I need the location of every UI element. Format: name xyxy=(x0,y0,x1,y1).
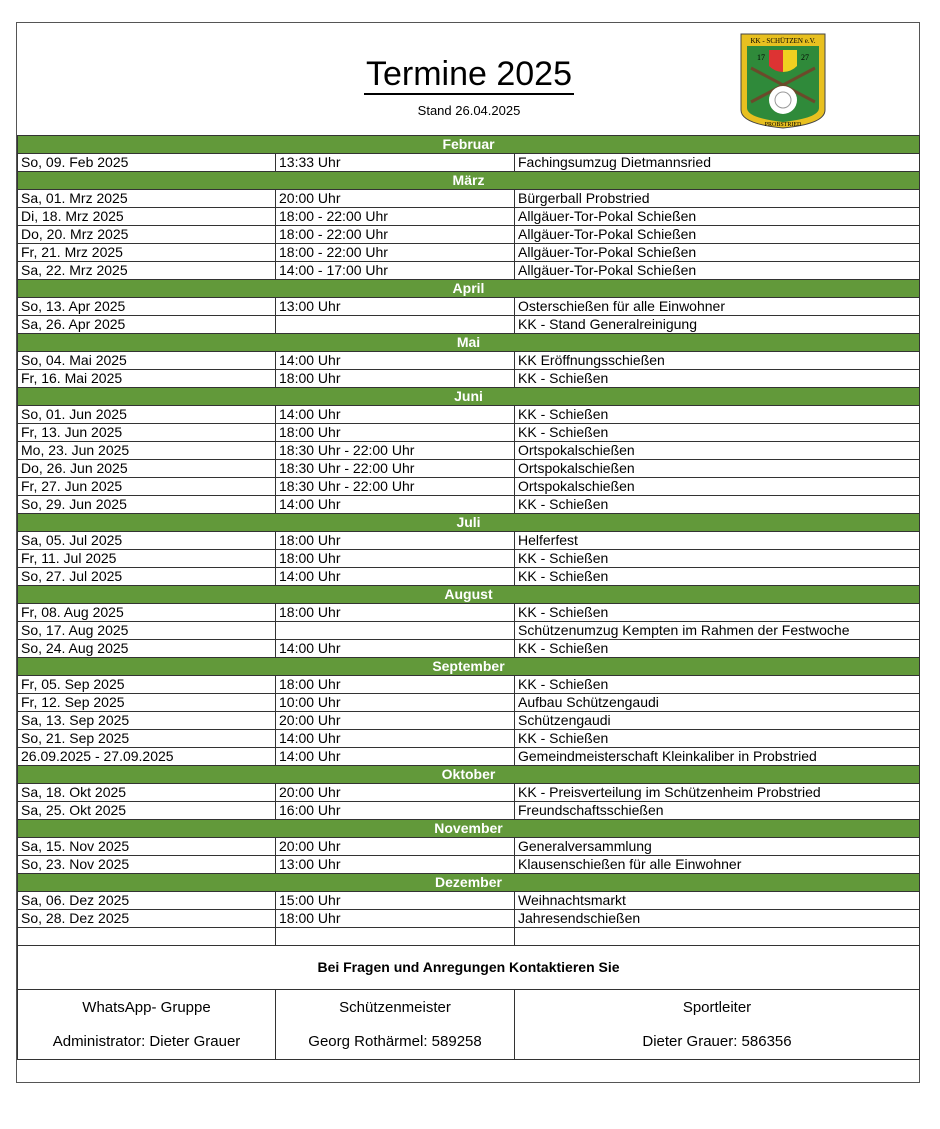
event-date: Fr, 21. Mrz 2025 xyxy=(18,244,276,262)
event-time: 20:00 Uhr xyxy=(276,838,515,856)
contact-whatsapp xyxy=(18,990,276,1060)
event-row xyxy=(18,262,920,280)
month-header: März xyxy=(18,172,920,190)
month-row xyxy=(18,280,920,298)
event-event: Schützengaudi xyxy=(515,712,920,730)
event-row xyxy=(18,784,920,802)
event-date: Sa, 05. Jul 2025 xyxy=(18,532,276,550)
event-time: 18:00 Uhr xyxy=(276,370,515,388)
month-header: November xyxy=(18,820,920,838)
event-date: Do, 20. Mrz 2025 xyxy=(18,226,276,244)
event-event: Gemeindmeisterschaft Kleinkaliber in Probstried xyxy=(515,748,920,766)
event-time: 18:00 - 22:00 Uhr xyxy=(276,226,515,244)
event-date: Sa, 01. Mrz 2025 xyxy=(18,190,276,208)
event-time: 15:00 Uhr xyxy=(276,892,515,910)
event-time: 20:00 Uhr xyxy=(276,712,515,730)
footer-heading: Bei Fragen und Anregungen Kontaktieren Sie xyxy=(18,946,920,990)
event-row xyxy=(18,460,920,478)
event-date: So, 01. Jun 2025 xyxy=(18,406,276,424)
event-time: 18:00 Uhr xyxy=(276,424,515,442)
logo-text-top: KK - SCHÜTZEN e.V. xyxy=(750,37,816,45)
event-row xyxy=(18,676,920,694)
event-date: Fr, 08. Aug 2025 xyxy=(18,604,276,622)
event-time: 14:00 Uhr xyxy=(276,406,515,424)
event-row xyxy=(18,712,920,730)
event-time: 18:00 Uhr xyxy=(276,604,515,622)
event-event: Allgäuer-Tor-Pokal Schießen xyxy=(515,208,920,226)
month-header: April xyxy=(18,280,920,298)
event-date: Fr, 13. Jun 2025 xyxy=(18,424,276,442)
event-date: Do, 26. Jun 2025 xyxy=(18,460,276,478)
event-row xyxy=(18,424,920,442)
svg-text:17: 17 xyxy=(757,53,765,62)
empty-cell xyxy=(515,928,920,946)
event-date: So, 27. Jul 2025 xyxy=(18,568,276,586)
event-date: Fr, 11. Jul 2025 xyxy=(18,550,276,568)
event-date: Fr, 16. Mai 2025 xyxy=(18,370,276,388)
club-logo xyxy=(739,32,827,130)
month-row xyxy=(18,514,920,532)
event-event: KK - Schießen xyxy=(515,568,920,586)
event-event: KK - Schießen xyxy=(515,424,920,442)
event-time: 18:30 Uhr - 22:00 Uhr xyxy=(276,442,515,460)
event-row xyxy=(18,802,920,820)
event-date: So, 28. Dez 2025 xyxy=(18,910,276,928)
event-time: 18:00 - 22:00 Uhr xyxy=(276,244,515,262)
event-time: 14:00 Uhr xyxy=(276,748,515,766)
event-event: Klausenschießen für alle Einwohner xyxy=(515,856,920,874)
event-row xyxy=(18,622,920,640)
event-time: 18:30 Uhr - 22:00 Uhr xyxy=(276,460,515,478)
event-event: KK - Schießen xyxy=(515,370,920,388)
event-row xyxy=(18,478,920,496)
event-date: Sa, 06. Dez 2025 xyxy=(18,892,276,910)
event-date: Sa, 18. Okt 2025 xyxy=(18,784,276,802)
empty-cell xyxy=(276,928,515,946)
event-row xyxy=(18,892,920,910)
event-event: Ortspokalschießen xyxy=(515,442,920,460)
month-row xyxy=(18,766,920,784)
month-row xyxy=(18,658,920,676)
event-date: Mo, 23. Jun 2025 xyxy=(18,442,276,460)
month-header: Dezember xyxy=(18,874,920,892)
svg-text:27: 27 xyxy=(801,53,809,62)
event-event: Schützenumzug Kempten im Rahmen der Festwoche xyxy=(515,622,920,640)
svg-text:PROBSTRIED: PROBSTRIED xyxy=(764,122,802,128)
event-date: Sa, 15. Nov 2025 xyxy=(18,838,276,856)
event-row xyxy=(18,532,920,550)
event-row xyxy=(18,244,920,262)
event-event: Weihnachtsmarkt xyxy=(515,892,920,910)
event-time: 18:30 Uhr - 22:00 Uhr xyxy=(276,478,515,496)
event-row xyxy=(18,640,920,658)
event-row xyxy=(18,370,920,388)
contact-person: Dieter Grauer: 586356 xyxy=(642,1032,792,1050)
event-time: 18:00 Uhr xyxy=(276,550,515,568)
event-row xyxy=(18,208,920,226)
month-header: Juni xyxy=(18,388,920,406)
event-date: Sa, 26. Apr 2025 xyxy=(18,316,276,334)
month-row xyxy=(18,820,920,838)
stand-date: Stand 26.04.2025 xyxy=(417,103,521,118)
event-time: 14:00 Uhr xyxy=(276,352,515,370)
event-event: Allgäuer-Tor-Pokal Schießen xyxy=(515,244,920,262)
event-time: 14:00 Uhr xyxy=(276,640,515,658)
event-event: KK - Schießen xyxy=(515,640,920,658)
event-time: 14:00 Uhr xyxy=(276,496,515,514)
event-row xyxy=(18,352,920,370)
month-row xyxy=(18,874,920,892)
event-row xyxy=(18,604,920,622)
event-time: 14:00 - 17:00 Uhr xyxy=(276,262,515,280)
month-header: September xyxy=(18,658,920,676)
event-time: 13:00 Uhr xyxy=(276,856,515,874)
month-header: August xyxy=(18,586,920,604)
event-event: KK - Schießen xyxy=(515,550,920,568)
event-date: Fr, 27. Jun 2025 xyxy=(18,478,276,496)
event-event: KK - Schießen xyxy=(515,676,920,694)
contact-role: WhatsApp- Gruppe xyxy=(82,998,211,1016)
event-time: 20:00 Uhr xyxy=(276,190,515,208)
event-row xyxy=(18,838,920,856)
event-event: KK - Schießen xyxy=(515,496,920,514)
event-date: Sa, 22. Mrz 2025 xyxy=(18,262,276,280)
event-event: Generalversammlung xyxy=(515,838,920,856)
event-time: 18:00 Uhr xyxy=(276,910,515,928)
event-event: Jahresendschießen xyxy=(515,910,920,928)
event-time xyxy=(276,316,515,334)
event-date: Di, 18. Mrz 2025 xyxy=(18,208,276,226)
event-row xyxy=(18,298,920,316)
month-header: Mai xyxy=(18,334,920,352)
event-time: 18:00 - 22:00 Uhr xyxy=(276,208,515,226)
event-row xyxy=(18,550,920,568)
month-row xyxy=(18,388,920,406)
event-event: KK - Schießen xyxy=(515,406,920,424)
contact-schuetzenmeister xyxy=(276,990,515,1060)
event-row xyxy=(18,406,920,424)
event-time: 18:00 Uhr xyxy=(276,532,515,550)
event-time: 20:00 Uhr xyxy=(276,784,515,802)
event-date: Fr, 05. Sep 2025 xyxy=(18,676,276,694)
month-row xyxy=(18,136,920,154)
event-date: So, 17. Aug 2025 xyxy=(18,622,276,640)
event-row xyxy=(18,568,920,586)
event-date: So, 13. Apr 2025 xyxy=(18,298,276,316)
event-row xyxy=(18,154,920,172)
month-header: Februar xyxy=(18,136,920,154)
month-header: Juli xyxy=(18,514,920,532)
event-event: KK - Stand Generalreinigung xyxy=(515,316,920,334)
event-event: Helferfest xyxy=(515,532,920,550)
event-row xyxy=(18,316,920,334)
contact-sportleiter xyxy=(515,990,920,1060)
event-event: Bürgerball Probstried xyxy=(515,190,920,208)
empty-row xyxy=(18,928,920,946)
event-event: Osterschießen für alle Einwohner xyxy=(515,298,920,316)
event-date: So, 04. Mai 2025 xyxy=(18,352,276,370)
month-row xyxy=(18,172,920,190)
event-row xyxy=(18,190,920,208)
event-date: So, 29. Jun 2025 xyxy=(18,496,276,514)
contact-person: Administrator: Dieter Grauer xyxy=(52,1032,241,1050)
event-event: Ortspokalschießen xyxy=(515,478,920,496)
schedule-table xyxy=(17,135,920,1060)
event-event: KK Eröffnungsschießen xyxy=(515,352,920,370)
contact-person: Georg Rothärmel: 589258 xyxy=(308,1032,482,1050)
event-time: 18:00 Uhr xyxy=(276,676,515,694)
title-text: Termine 2025 xyxy=(365,55,572,93)
event-date: So, 24. Aug 2025 xyxy=(18,640,276,658)
event-date: So, 09. Feb 2025 xyxy=(18,154,276,172)
event-date: 26.09.2025 - 27.09.2025 xyxy=(18,748,276,766)
event-time: 14:00 Uhr xyxy=(276,730,515,748)
event-row xyxy=(18,442,920,460)
event-time: 13:00 Uhr xyxy=(276,298,515,316)
empty-cell xyxy=(18,928,276,946)
event-time: 13:33 Uhr xyxy=(276,154,515,172)
event-time: 16:00 Uhr xyxy=(276,802,515,820)
month-row xyxy=(18,334,920,352)
event-event: KK - Schießen xyxy=(515,604,920,622)
event-event: KK - Schießen xyxy=(515,730,920,748)
month-row xyxy=(18,586,920,604)
event-date: Sa, 25. Okt 2025 xyxy=(18,802,276,820)
event-event: Allgäuer-Tor-Pokal Schießen xyxy=(515,226,920,244)
event-date: So, 21. Sep 2025 xyxy=(18,730,276,748)
month-header: Oktober xyxy=(18,766,920,784)
event-row xyxy=(18,226,920,244)
event-row xyxy=(18,748,920,766)
event-row xyxy=(18,496,920,514)
event-event: Freundschaftsschießen xyxy=(515,802,920,820)
event-time: 14:00 Uhr xyxy=(276,568,515,586)
event-row xyxy=(18,694,920,712)
contact-role: Sportleiter xyxy=(682,998,752,1016)
event-time xyxy=(276,622,515,640)
event-row xyxy=(18,910,920,928)
event-event: Fachingsumzug Dietmannsried xyxy=(515,154,920,172)
event-date: Sa, 13. Sep 2025 xyxy=(18,712,276,730)
event-date: Fr, 12. Sep 2025 xyxy=(18,694,276,712)
event-time: 10:00 Uhr xyxy=(276,694,515,712)
event-row xyxy=(18,730,920,748)
event-event: Aufbau Schützengaudi xyxy=(515,694,920,712)
event-date: So, 23. Nov 2025 xyxy=(18,856,276,874)
schedule-page xyxy=(16,22,920,1083)
contact-role: Schützenmeister xyxy=(339,998,451,1016)
event-event: Ortspokalschießen xyxy=(515,460,920,478)
event-event: KK - Preisverteilung im Schützenheim Probstried xyxy=(515,784,920,802)
event-event: Allgäuer-Tor-Pokal Schießen xyxy=(515,262,920,280)
event-row xyxy=(18,856,920,874)
